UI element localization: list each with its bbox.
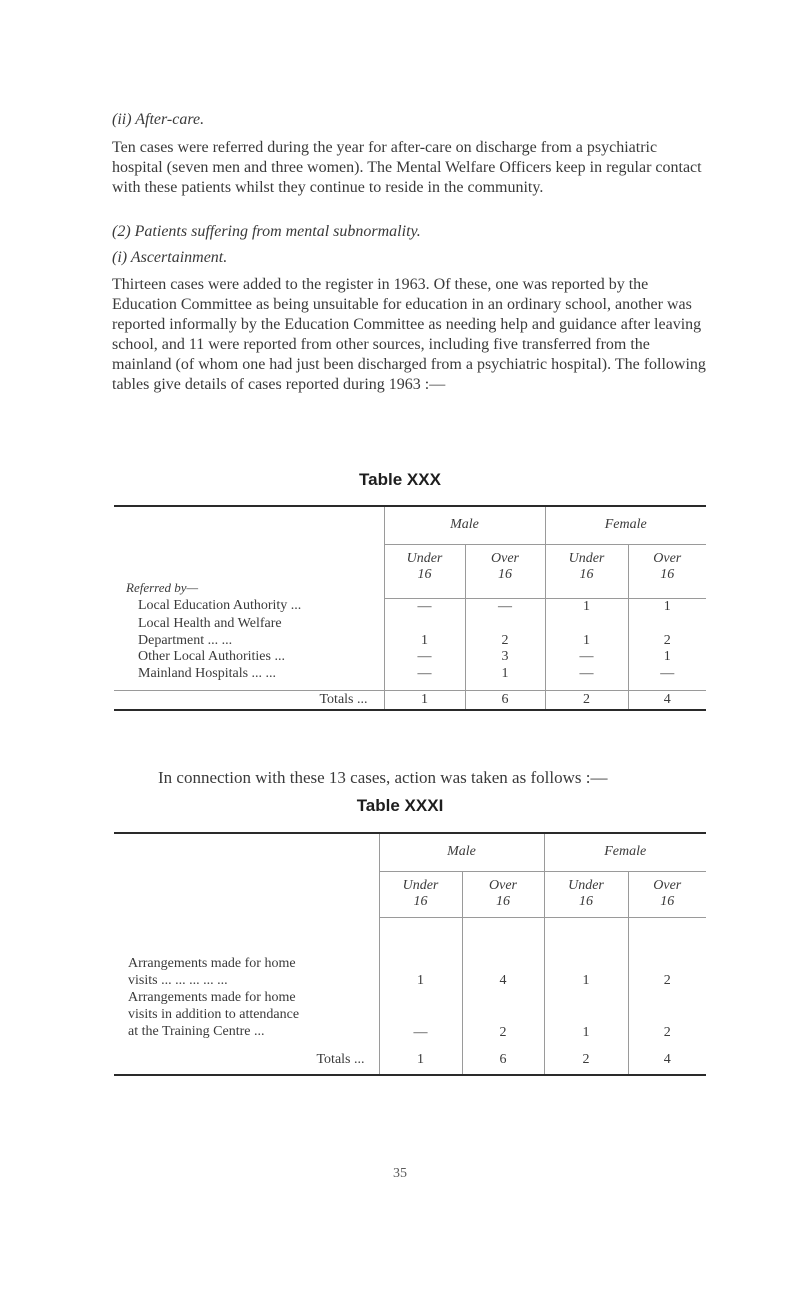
table-31-male-under-16: Under 16: [379, 871, 462, 917]
table-row: [114, 666, 706, 690]
cell: —: [384, 666, 465, 690]
cell: —: [384, 598, 465, 615]
table-31-male-over-16: Over 16: [462, 871, 544, 917]
table-row: [114, 917, 706, 989]
cell: 1: [544, 989, 628, 1045]
ascertainment-paragraph: Thirteen cases were added to the register in 1963. Of these, one was reported by the Education Committee as being unsuitable for education in an ordinary school, another was reported informally by the Education Committee as needing help and guidance after leaving school, and 11 were reported from other sources, including five transferred from the mainland (of whom one had just been discharged from a psychiatric hospital). The following tables give details of cases reported during 1963 :—: [112, 276, 706, 393]
table-row: [114, 989, 706, 1045]
total-cell: 1: [379, 1045, 462, 1075]
cell: 3: [465, 649, 545, 666]
totals-row: [114, 1045, 706, 1075]
totals-label: Totals ...: [114, 690, 384, 710]
total-cell: 6: [462, 1045, 544, 1075]
cell: —: [384, 649, 465, 666]
aftercare-paragraph: Ten cases were referred during the year for after-care on discharge from a psychiatric hospital (seven men and three women). The Mental Welfare Officers keep in regular contact with these patients whilst they continue to reside in the community.: [112, 139, 702, 196]
totals-label: Totals ...: [114, 1045, 379, 1075]
cell: 1: [544, 917, 628, 989]
total-cell: 4: [628, 690, 706, 710]
table-30-female-under-16: Under 16: [545, 544, 628, 598]
row-label: Local Health and Welfare Department ... ...: [138, 616, 282, 648]
table-30-male-over-16: Over 16: [465, 544, 545, 598]
table-30-male-under-16: Under 16: [384, 544, 465, 598]
cell: —: [545, 649, 628, 666]
total-cell: 6: [465, 690, 545, 710]
table-31-female-header: Female: [544, 833, 706, 871]
cell: 2: [628, 917, 706, 989]
cell: 4: [462, 917, 544, 989]
cell: 1: [628, 598, 706, 615]
cell: 2: [465, 615, 545, 649]
cell: 2: [462, 989, 544, 1045]
cell: —: [379, 989, 462, 1045]
subnormality-heading: (2) Patients suffering from mental subnormality.: [112, 223, 421, 240]
table-31: [114, 832, 706, 1076]
table-31-female-under-16: Under 16: [544, 871, 628, 917]
row-label: Local Education Authority ...: [138, 598, 302, 613]
cell: —: [465, 598, 545, 615]
cell: 1: [384, 615, 465, 649]
totals-row: [114, 690, 706, 710]
row-label: Mainland Hospitals ... ...: [114, 666, 384, 690]
total-cell: 1: [384, 690, 465, 710]
total-cell: 4: [628, 1045, 706, 1075]
table-31-male-header: Male: [379, 833, 544, 871]
cell: 1: [379, 917, 462, 989]
total-cell: 2: [544, 1045, 628, 1075]
ascertainment-subheading: (i) Ascertainment.: [112, 249, 228, 266]
cell: —: [628, 666, 706, 690]
table-row: [114, 598, 706, 615]
cell: 1: [465, 666, 545, 690]
cell: 2: [628, 615, 706, 649]
page-number: 35: [393, 1166, 407, 1181]
table-30-female-over-16: Over 16: [628, 544, 706, 598]
cell: 1: [545, 598, 628, 615]
table-30-female-header: Female: [545, 506, 706, 544]
row-label: Arrangements made for home visits ... ... ... ... ...: [128, 956, 296, 988]
cell: 1: [628, 649, 706, 666]
table-30-title: Table XXX: [359, 470, 441, 489]
row-label: Other Local Authorities ...: [138, 649, 285, 664]
aftercare-heading: (ii) After-care.: [112, 111, 205, 128]
table-30-male-header: Male: [384, 506, 545, 544]
cell: 2: [628, 989, 706, 1045]
total-cell: 2: [545, 690, 628, 710]
table-31-title: Table XXXI: [356, 796, 444, 815]
row-label: Arrangements made for home visits in addition to attendance at the Training Centre ...: [128, 990, 300, 1039]
cell: 1: [545, 615, 628, 649]
table-30: [114, 505, 706, 711]
table-row: [114, 649, 706, 666]
connection-paragraph: In connection with these 13 cases, action was taken as follows :—: [158, 768, 608, 787]
cell: —: [545, 666, 628, 690]
table-row: [114, 615, 706, 649]
table-31-female-over-16: Over 16: [628, 871, 706, 917]
table-30-referred-by: Referred by—: [126, 580, 199, 595]
